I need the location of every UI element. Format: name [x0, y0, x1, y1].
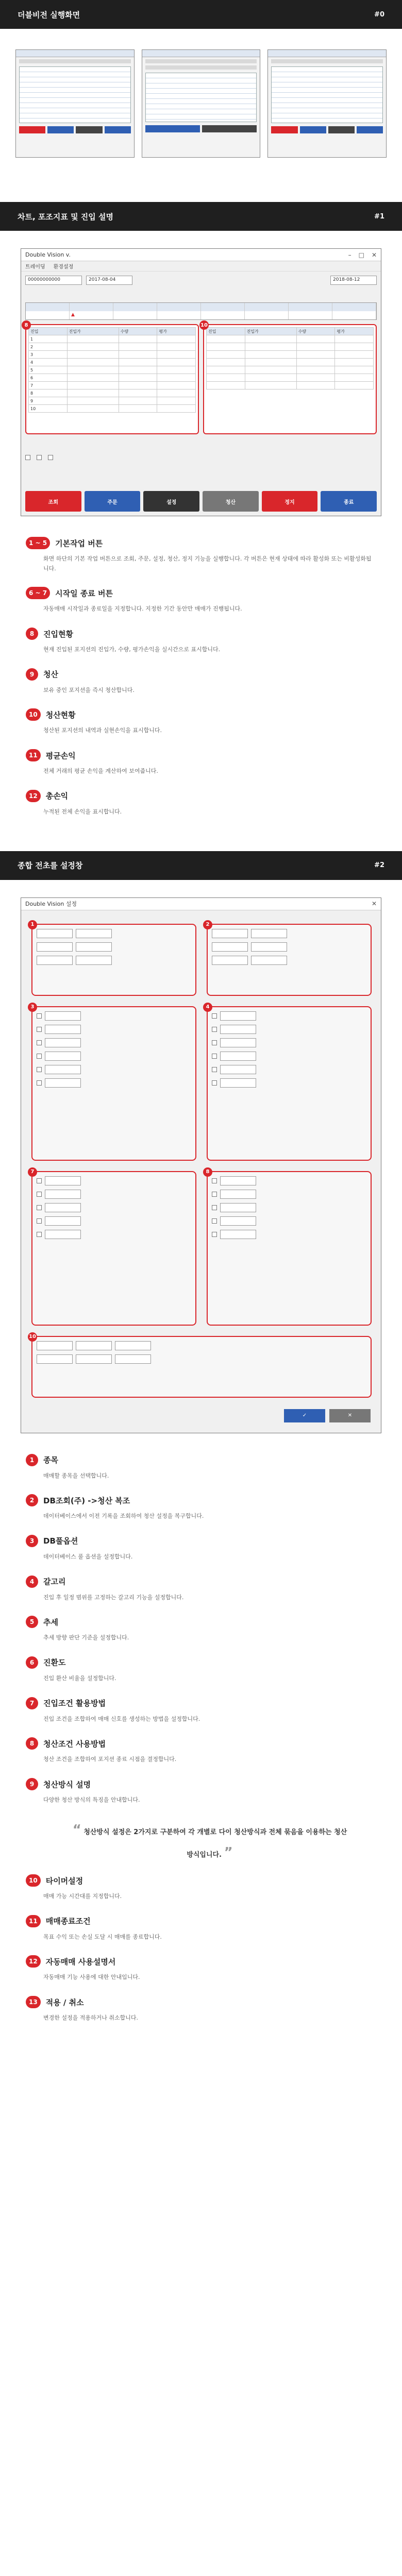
window-titlebar: [21, 898, 381, 910]
item-number-badge: 8: [26, 1737, 38, 1750]
item-title: DB조회(주) ->청산 복조: [43, 1496, 130, 1505]
setting-field[interactable]: [212, 942, 248, 952]
item-text: 청산된 포지션의 내역과 실현손익을 표시합니다.: [43, 727, 162, 734]
option-checkbox[interactable]: [212, 1027, 217, 1032]
settings-group: [31, 924, 196, 996]
description-item: [26, 1874, 376, 1902]
item-title: DB풀옵션: [43, 1536, 78, 1546]
description-item: [26, 749, 376, 776]
setting-field[interactable]: [76, 929, 112, 938]
callout-number: 10: [28, 1332, 37, 1342]
quote-open-icon: “: [72, 1822, 81, 1838]
description-item: [26, 1616, 376, 1643]
action-buttons: [25, 491, 377, 512]
item-text: 현재 진입된 포지션의 진입가, 수량, 평가손익을 실시간으로 표시합니다.: [43, 646, 221, 653]
item-number-badge: 12: [26, 790, 41, 802]
setting-field[interactable]: [45, 1216, 81, 1226]
menu-item-trading[interactable]: 트레이딩: [25, 264, 45, 270]
item-text: 진입 후 일정 범위를 고정하는 갈고리 기능을 설정합니다.: [43, 1594, 184, 1601]
item-number-badge: 11: [26, 1915, 41, 1927]
settings-group: [31, 1006, 196, 1161]
option-checkbox[interactable]: [212, 1013, 217, 1019]
item-number-badge: 6 ~ 7: [26, 587, 50, 599]
thumbnail-settings-window: [142, 49, 261, 158]
option-checkbox[interactable]: [37, 1192, 42, 1197]
settings-group: [207, 1171, 372, 1326]
item-text: 진입 조건을 조합하여 매매 신호를 생성하는 방법을 설정합니다.: [43, 1715, 200, 1722]
control-panel: [25, 455, 377, 512]
option-checkbox[interactable]: [25, 455, 30, 460]
description-item: [26, 1697, 376, 1724]
exit-button[interactable]: 종료: [321, 491, 377, 512]
item-title: 갈고리: [43, 1577, 66, 1587]
setting-field[interactable]: [76, 1354, 112, 1364]
item-number-badge: 13: [26, 1996, 41, 2008]
position-area: [21, 320, 381, 438]
setting-field[interactable]: [45, 1230, 81, 1239]
item-number-badge: 3: [26, 1535, 38, 1547]
item-text: 청산 조건을 조합하여 포지션 종료 시점을 결정합니다.: [43, 1756, 177, 1763]
section-number: #1: [374, 212, 384, 221]
item-title: 청산조건 사용방법: [43, 1739, 106, 1749]
section-header: [0, 202, 402, 231]
setting-field[interactable]: [37, 1341, 73, 1350]
item-title: 청산: [43, 670, 58, 680]
window-title: Double Vision v.: [25, 251, 71, 258]
date-display: 2018-08-12: [330, 276, 377, 285]
option-checkbox[interactable]: [37, 1013, 42, 1019]
description-item: [26, 1575, 376, 1603]
callout-number: 3: [28, 1003, 37, 1012]
item-title: 기본작업 버튼: [55, 538, 103, 548]
option-checkbox[interactable]: [37, 455, 42, 460]
item-text: 추세 방향 판단 기준을 설정합니다.: [43, 1634, 129, 1641]
option-checkbox[interactable]: [37, 1205, 42, 1210]
setting-field[interactable]: [37, 942, 73, 952]
setting-field[interactable]: [37, 956, 73, 965]
query-button[interactable]: 조회: [25, 491, 81, 512]
item-text: 전체 거래의 평균 손익을 계산하여 보여줍니다.: [43, 768, 158, 775]
description-item: [26, 1778, 376, 1805]
feature-descriptions: [0, 516, 402, 817]
item-title: 총손익: [45, 791, 69, 801]
thumbnail-main-window: [15, 49, 135, 158]
setting-field[interactable]: [220, 1176, 256, 1185]
setting-field[interactable]: [45, 1038, 81, 1047]
item-number-badge: 11: [26, 749, 41, 761]
account-row: [21, 272, 381, 302]
item-text: 데이터베이스에서 이전 기록을 조회하여 청산 설정을 복구합니다.: [43, 1513, 204, 1520]
description-item: [26, 1955, 376, 1982]
settings-button[interactable]: 설정: [143, 491, 199, 512]
minimize-icon[interactable]: –: [348, 251, 351, 259]
option-checkbox[interactable]: [212, 1067, 217, 1072]
description-item: [26, 537, 376, 573]
item-number-badge: 4: [26, 1575, 38, 1588]
setting-field[interactable]: [45, 1025, 81, 1034]
item-text: 자동매매 시작일과 종료일을 지정합니다. 지정한 기간 동안만 매매가 진행됩니다.: [43, 605, 242, 613]
description-item: [26, 668, 376, 696]
item-number-badge: 12: [26, 1955, 41, 1968]
section-header: [0, 851, 402, 880]
menu-item-settings[interactable]: 환경설정: [53, 264, 74, 270]
entry-grid: [25, 324, 199, 434]
setting-field[interactable]: [45, 1011, 81, 1021]
setting-field[interactable]: [212, 929, 248, 938]
close-icon[interactable]: ✕: [371, 900, 377, 907]
item-number-badge: 10: [26, 708, 41, 721]
window-title: Double Vision 설정: [25, 901, 77, 907]
settings-group: [207, 924, 372, 996]
item-text: 자동매매 기능 사용에 대한 안내입니다.: [43, 1974, 140, 1981]
liquidate-button[interactable]: 청산: [203, 491, 259, 512]
callout-number: 8: [22, 320, 31, 330]
option-checkbox[interactable]: [37, 1080, 42, 1086]
section-title: 차트, 포조지표 및 진입 설명: [18, 212, 113, 222]
item-text: 데이터베이스 풀 옵션을 설정합니다.: [43, 1553, 133, 1560]
item-title: 진환도: [43, 1658, 66, 1668]
option-checkbox[interactable]: [212, 1054, 217, 1059]
setting-field[interactable]: [76, 942, 112, 952]
item-title: 추세: [43, 1617, 58, 1627]
section-header: [0, 0, 402, 29]
setting-field[interactable]: [220, 1025, 256, 1034]
setting-field[interactable]: [220, 1190, 256, 1199]
screenshot-thumbnails: [0, 29, 402, 202]
item-title: 진입조건 활용방법: [43, 1699, 106, 1708]
option-checkbox[interactable]: [48, 455, 53, 460]
description-item: [26, 1737, 376, 1765]
account-field[interactable]: 00000000000: [25, 276, 82, 285]
callout-number: 2: [203, 920, 212, 929]
item-number-badge: 10: [26, 1874, 41, 1887]
close-icon[interactable]: ✕: [371, 251, 377, 259]
description-item: [26, 1494, 376, 1521]
description-item: [26, 1996, 376, 2023]
setting-field[interactable]: [45, 1078, 81, 1088]
date-field[interactable]: 2017-08-04: [86, 276, 132, 285]
callout-number: 7: [28, 1167, 37, 1177]
item-text: 변경한 설정을 적용하거나 취소합니다.: [43, 2014, 139, 2022]
settings-window: [21, 897, 381, 1433]
setting-field[interactable]: [220, 1065, 256, 1074]
section-title: 더블비전 실행화면: [18, 10, 80, 20]
callout-number: 10: [199, 320, 209, 330]
setting-field[interactable]: [45, 1203, 81, 1212]
option-checkbox[interactable]: [37, 1067, 42, 1072]
description-item: [26, 1454, 376, 1481]
setting-field[interactable]: [212, 956, 248, 965]
description-item: [26, 790, 376, 817]
setting-field[interactable]: [45, 1176, 81, 1185]
item-number-badge: 9: [26, 1778, 38, 1790]
item-number-badge: 1: [26, 1454, 38, 1466]
setting-field[interactable]: [251, 942, 287, 952]
dialog-buttons: [284, 1409, 371, 1422]
option-checkbox[interactable]: [37, 1054, 42, 1059]
item-text: 매매 가능 시간대를 지정합니다.: [43, 1893, 122, 1900]
menu-bar: [21, 261, 381, 272]
option-checkbox[interactable]: [212, 1080, 217, 1086]
status-table: ▲: [25, 302, 377, 320]
description-item: [26, 628, 376, 655]
setting-field[interactable]: [220, 1203, 256, 1212]
order-button[interactable]: 주문: [85, 491, 141, 512]
maximize-icon[interactable]: □: [358, 251, 364, 259]
setting-field[interactable]: [115, 1354, 151, 1364]
setting-field[interactable]: [220, 1038, 256, 1047]
section-number: #0: [374, 10, 384, 19]
option-checkbox[interactable]: [37, 1218, 42, 1224]
setting-field[interactable]: [45, 1052, 81, 1061]
item-title: 종목: [43, 1455, 58, 1465]
setting-field[interactable]: [220, 1230, 256, 1239]
option-checkbox[interactable]: [37, 1040, 42, 1045]
item-number-badge: 6: [26, 1656, 38, 1669]
item-title: 진입현황: [43, 629, 73, 639]
item-text: 보유 중인 포지션을 즉시 청산합니다.: [43, 686, 135, 693]
setting-field[interactable]: [220, 1078, 256, 1088]
exit-table: 진입 진입가 수량 평가: [206, 327, 374, 389]
option-checkbox[interactable]: [212, 1040, 217, 1045]
item-number-badge: 8: [26, 628, 38, 640]
setting-field[interactable]: [220, 1011, 256, 1021]
item-title: 매매종료조건: [45, 1917, 91, 1926]
callout-number: 1: [28, 920, 37, 929]
item-number-badge: 9: [26, 668, 38, 681]
setting-field[interactable]: [76, 1341, 112, 1350]
settings-group: [207, 1006, 372, 1161]
description-item: [26, 1915, 376, 1942]
settings-descriptions: [0, 1433, 402, 2023]
description-item: [26, 1656, 376, 1684]
callout-number: 8: [203, 1167, 212, 1177]
item-title: 평균손익: [45, 751, 76, 760]
settings-group: [31, 1171, 196, 1326]
option-checkbox[interactable]: [212, 1178, 217, 1183]
option-checkbox[interactable]: [212, 1218, 217, 1224]
main-app-window: [21, 248, 381, 516]
option-checkbox[interactable]: [37, 1232, 42, 1237]
setting-field[interactable]: [37, 1354, 73, 1364]
item-number-badge: 2: [26, 1494, 38, 1506]
cancel-button[interactable]: ✕: [329, 1409, 371, 1422]
description-item: [26, 708, 376, 736]
description-item: [26, 587, 376, 614]
item-title: 자동매매 사용설명서: [45, 1957, 116, 1967]
entry-table: 진입 진입가 수량 평가 1 2 3 4 5 6 7 8 9 10: [28, 327, 196, 413]
setting-field[interactable]: [251, 929, 287, 938]
item-number-badge: 7: [26, 1697, 38, 1709]
option-checkbox[interactable]: [37, 1027, 42, 1032]
section-title: 종합 전초를 설정창: [18, 861, 83, 870]
description-item: [26, 1535, 376, 1562]
item-title: 적용 / 취소: [45, 1997, 84, 2007]
settings-group: [31, 1336, 372, 1398]
item-text: 목표 수익 또는 손실 도달 시 매매를 종료합니다.: [43, 1933, 162, 1940]
item-title: 청산방식 설명: [43, 1780, 91, 1789]
callout-number: 4: [203, 1003, 212, 1012]
option-row: [25, 455, 377, 460]
setting-field[interactable]: [37, 929, 73, 938]
item-number-badge: 5: [26, 1616, 38, 1628]
setting-field[interactable]: [45, 1065, 81, 1074]
section-number: #2: [374, 861, 384, 869]
item-text: 매매할 종목을 선택합니다.: [43, 1472, 109, 1479]
setting-field[interactable]: [220, 1052, 256, 1061]
item-text: 진입 환산 비율을 설정합니다.: [43, 1674, 116, 1682]
apply-button[interactable]: ✓: [284, 1409, 325, 1422]
thumbnail-trading-window: [267, 49, 387, 158]
item-number-badge: 1 ~ 5: [26, 537, 50, 549]
option-checkbox[interactable]: [212, 1205, 217, 1210]
item-text: 누적된 전체 손익을 표시합니다.: [43, 808, 122, 815]
stop-button[interactable]: 정지: [262, 491, 318, 512]
item-title: 타이머설정: [45, 1876, 83, 1886]
option-checkbox[interactable]: [212, 1232, 217, 1237]
quote-close-icon: ”: [224, 1844, 233, 1860]
setting-field[interactable]: [220, 1216, 256, 1226]
setting-field[interactable]: [76, 956, 112, 965]
window-titlebar: [21, 249, 381, 261]
option-checkbox[interactable]: [212, 1192, 217, 1197]
option-checkbox[interactable]: [37, 1178, 42, 1183]
exit-grid: [200, 322, 377, 434]
quote-text: 청산방식 설정은 2가지로 구분하여 각 개별로 다이 청산방식과 전체 묶음을 이용하는 청산 방식입니다.: [83, 1828, 347, 1859]
setting-field[interactable]: [251, 956, 287, 965]
item-text: 다양한 청산 방식의 특징을 안내합니다.: [43, 1797, 140, 1803]
setting-field[interactable]: [115, 1341, 151, 1350]
item-text: 화면 하단의 기본 작업 버튼으로 조회, 주문, 설정, 청산, 정지 기능을 실행합니다. 각 버튼은 현재 상태에 따라 활성화 또는 비활성화됩니다.: [43, 555, 372, 572]
setting-field[interactable]: [45, 1190, 81, 1199]
quote-block: [69, 1819, 350, 1864]
item-title: 청산현황: [45, 710, 76, 720]
item-title: 시작일 종료 버튼: [55, 588, 113, 598]
